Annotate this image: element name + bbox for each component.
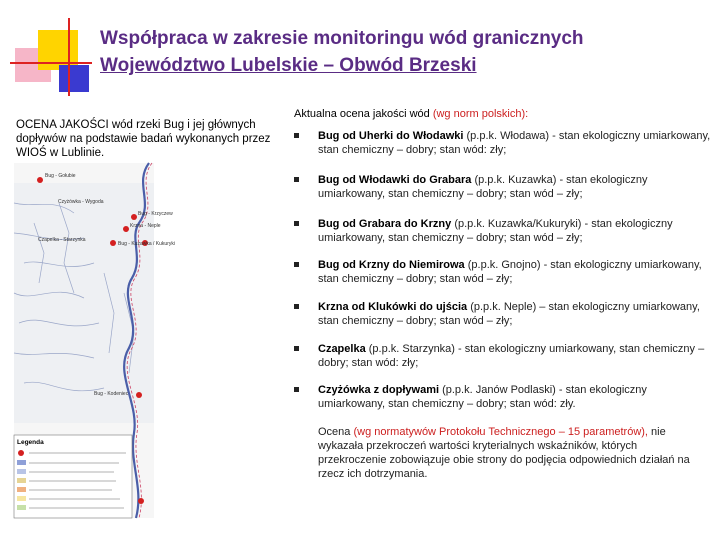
bullet-icon [294,221,299,226]
item-text: (p.p.k. Włodawa) - stan ekologiczny umiarkowany, stan chemiczny – dobry; stan wód: zły; [318,130,711,156]
decor-vertical-line [68,18,70,96]
decor-blue-square [59,65,89,92]
map-label: Bug - Krzyczew [138,211,173,217]
item-text: (p.p.k. Gnojno) - stan ekologiczny umiarkowany, stan chemiczny – dobry; stan wód – zły; [318,259,702,285]
item-text: (p.p.k. Kuzawka) - stan ekologiczny umiarkowany, stan chemiczny – dobry; stan wód – zły; [318,174,648,200]
intro-text: OCENA JAKOŚCI wód rzeki Bug i jej głównych dopływów na podstawie badań wykonanych przez WIOŚ w Lublinie. [16,119,271,159]
item-text: (p.p.k. Janów Podlaski) - stan ekologiczny umiarkowany, stan chemiczny – dobry; stan wód: zły. [318,384,647,410]
item-name: Czapelka [318,343,366,355]
assessment-title [294,108,528,120]
item-text: (p.p.k. Kuzawka/Kukuryki) - stan ekologiczny umiarkowany, stan chemiczny – dobry; stan wód – zły; [318,218,673,244]
river-map [14,163,175,518]
slide-title [100,25,584,79]
assessment-title-text: Aktualna ocena jakości wód [294,108,430,120]
list-item [294,300,714,342]
footnote-norm: (wg normatywów Protokołu Technicznego – 15 parametrów), [353,426,648,438]
map-label: Czapelka - Starzynka [38,237,86,243]
item-name: Czyżówka z dopływami [318,384,440,396]
item-name: Bug od Krzny do Niemirowa [318,259,465,271]
list-item [294,258,714,300]
map-label: Krzna - Neple [130,223,161,229]
bullet-icon [294,177,299,182]
map-label: Bug - Kuzawka / Kukuryki [118,241,175,247]
bullet-icon [294,387,299,392]
list-item [294,383,714,423]
item-name: Bug od Włodawki do Grabara [318,174,472,186]
item-text: (p.p.k. Neple) – stan ekologiczny umiarkowany, stan chemiczny – dobry; stan wód – zły; [318,301,700,327]
decor-horizontal-line [10,62,92,64]
title-line-2: Województwo Lubelskie – Obwód Brzeski [100,55,477,76]
list-item [294,129,714,173]
assessment-title-norm: (wg norm polskich): [432,108,529,120]
item-name: Bug od Uherki do Włodawki [318,130,464,142]
list-item [294,173,714,217]
footnote [318,425,708,481]
item-text: (p.p.k. Starzynka) - stan ekologiczny umiarkowany, stan chemiczny – dobry; stan wód: zły; [318,343,705,369]
map-label: Czyżówka - Wygoda [58,199,104,205]
legend-title: Legenda [17,439,44,446]
item-name: Bug od Grabara do Krzny [318,218,452,230]
footnote-prefix: Ocena [318,426,351,438]
title-line-1: Współpraca w zakresie monitoringu wód granicznych [100,28,584,49]
map-label: Bug - Gołubie [45,173,76,179]
bullet-icon [294,133,299,138]
item-name: Krzna od Klukówki do ujścia [318,301,468,313]
map-label: Bug - Kodeniec [94,391,129,397]
bullet-icon [294,304,299,309]
list-item [294,217,714,258]
assessment-list [294,129,714,423]
bullet-icon [294,262,299,267]
decor-yellow-square [38,30,78,70]
bullet-icon [294,346,299,351]
footnote-text: nie wykazała przekroczeń wartości kryterialnych wskaźników, których przekroczenie zobowiązuje obie strony do podjęcia odpowiednich działań na rzecz ich dotrzymania. [318,426,690,480]
list-item [294,342,714,383]
